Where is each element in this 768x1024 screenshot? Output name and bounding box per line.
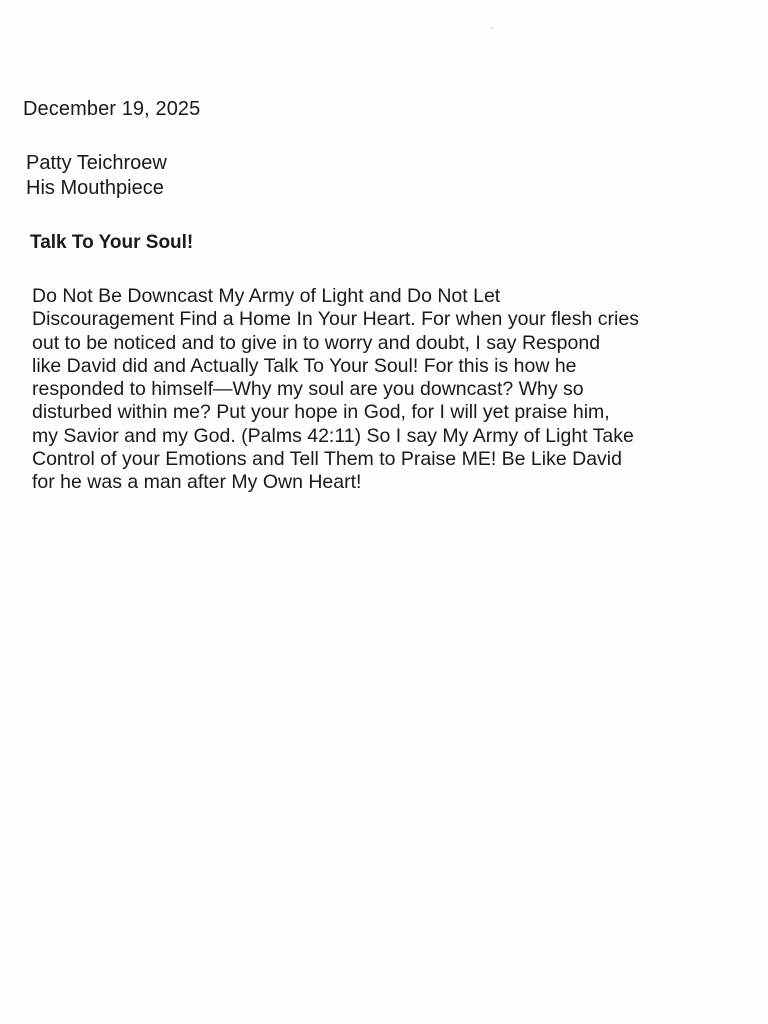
body-line: out to be noticed and to give in to worry and doubt, I say Respond xyxy=(32,331,601,354)
body-text xyxy=(32,285,732,495)
body-line: responded to himself—Why my soul are you downcast? Why so xyxy=(32,378,584,401)
author-role: His Mouthpiece xyxy=(26,177,164,199)
document-date: December 19, 2025 xyxy=(23,98,201,120)
body-line: my Savior and my God. (Palms 42:11) So I say My Army of Light Take xyxy=(32,424,634,447)
scan-speck xyxy=(491,27,493,29)
author-name: Patty Teichroew xyxy=(26,152,167,174)
body-line: disturbed within me? Put your hope in God, for I will yet praise him, xyxy=(32,401,610,424)
author-block xyxy=(26,151,167,201)
body-line: for he was a man after My Own Heart! xyxy=(32,471,362,494)
body-line: Do Not Be Downcast My Army of Light and Do Not Let xyxy=(32,285,501,307)
body-line: Discouragement Find a Home In Your Heart. For when your flesh cries xyxy=(32,308,639,331)
document-title: Talk To Your Soul! xyxy=(30,232,194,253)
body-line: like David did and Actually Talk To Your Soul! For this is how he xyxy=(32,354,577,377)
body-line: Control of your Emotions and Tell Them to Praise ME! Be Like David xyxy=(32,448,622,471)
